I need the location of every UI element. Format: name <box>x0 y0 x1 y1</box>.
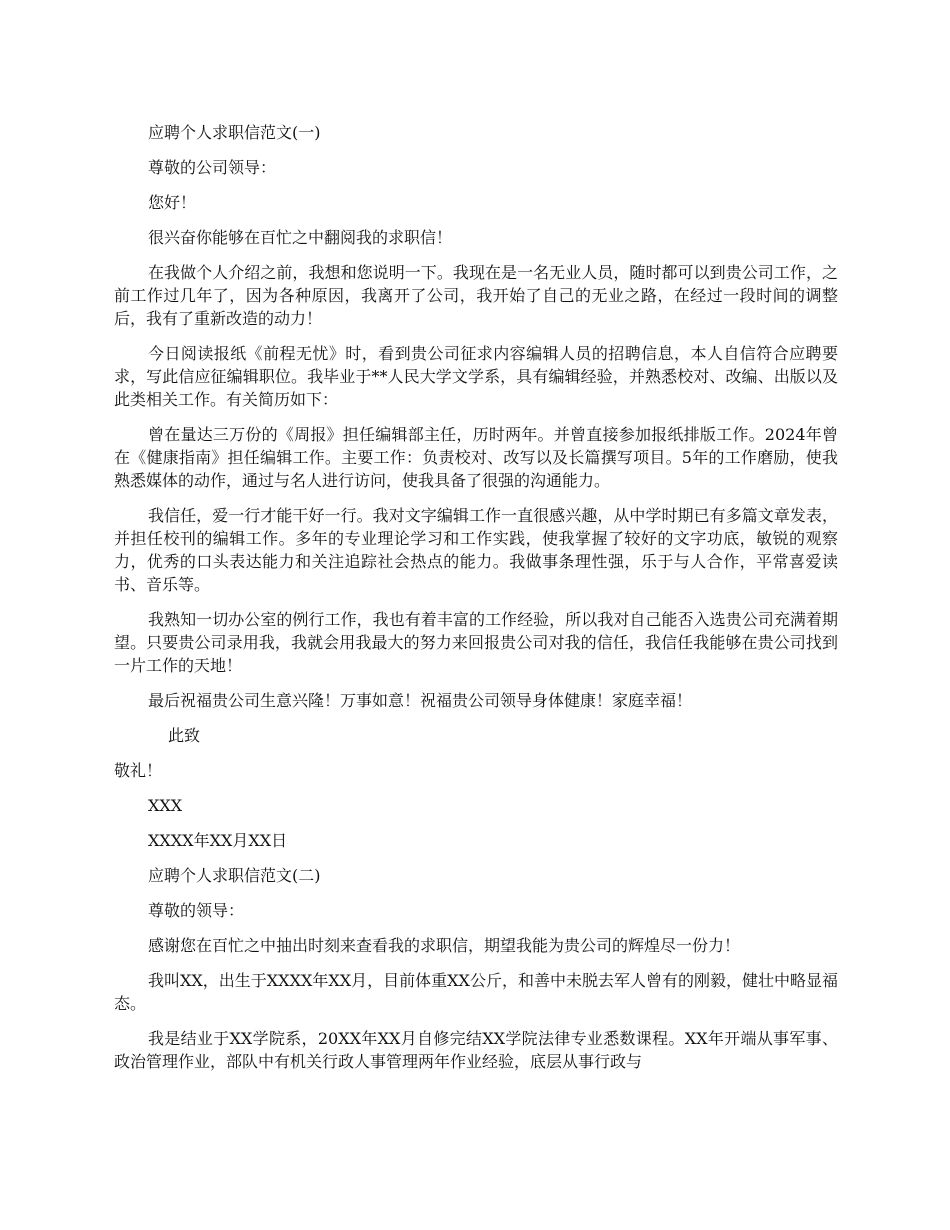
salutation-2: 尊敬的领导： <box>148 901 245 920</box>
salutation-1: 尊敬的公司领导： <box>148 158 277 177</box>
body-paragraph-expectation: 我熟知一切办公室的例行工作，我也有着丰富的工作经验，所以我对自己能否入选贵公司充满着期望。只要贵公司录用我，我就会用我最大的努力来回报贵公司对我的信任，我信任我能够在贵公司找到一片工作的天地！ <box>114 610 838 675</box>
body-paragraph-application: 今日阅读报纸《前程无忧》时，看到贵公司征求内容编辑人员的招聘信息，本人自信符合应聘要求，写此信应征编辑职位。我毕业于**人民大学文学系，具有编辑经验，并熟悉校对、改编、出版以及此类相关工作。有关简历如下： <box>114 344 838 409</box>
letter-title-1: 应聘个人求职信范文(一) <box>148 123 321 142</box>
body-paragraph-self-intro: 我叫XX，出生于XXXX年XX月，目前体重XX公斤，和善中未脱去军人曾有的刚毅，健壮中略显福态。 <box>114 971 838 1013</box>
body-paragraph-skills: 我信任，爱一行才能干好一行。我对文字编辑工作一直很感兴趣，从中学时期已有多篇文章发表，并担任校刊的编辑工作。多年的专业理论学习和工作实践，使我掌握了较好的文字功底，敏锐的观察力，优秀的口头表达能力和关注追踪社会热点的能力。我做事条理性强，乐于与人合作，平常喜爱读书、音乐等。 <box>114 506 838 594</box>
body-paragraph-education: 我是结业于XX学院系，20XX年XX月自修完结XX学院法律专业悉数课程。XX年开端从事军事、政治管理作业，部队中有机关行政人事管理两年作业经验，底层从事行政与 <box>114 1029 838 1071</box>
closing-jingli: 敬礼！ <box>114 761 163 780</box>
opening-line: 很兴奋你能够在百忙之中翻阅我的求职信！ <box>148 228 453 247</box>
thanks-line: 感谢您在百忙之中抽出时刻来查看我的求职信，期望我能为贵公司的辉煌尽一份力！ <box>148 936 741 955</box>
signature-date: XXXX年XX月XX日 <box>148 831 288 850</box>
body-paragraph-experience: 曾在量达三万份的《周报》担任编辑部主任，历时两年。并曾直接参加报纸排版工作。2024年曾在《健康指南》担任编辑工作。主要工作：负责校对、改写以及长篇撰写项目。5年的工作磨励，使我熟悉媒体的动作，通过与名人进行访问，使我具备了很强的沟通能力。 <box>114 425 838 490</box>
document-body <box>114 121 838 1085</box>
closing-cizhi: 此致 <box>168 726 201 745</box>
closing-wishes: 最后祝福贵公司生意兴隆！万事如意！祝福贵公司领导身体健康！家庭幸福！ <box>148 691 693 710</box>
greeting: 您好！ <box>148 193 197 212</box>
body-paragraph-intro: 在我做个人介绍之前，我想和您说明一下。我现在是一名无业人员，随时都可以到贵公司工作，之前工作过几年了，因为各种原因，我离开了公司，我开始了自己的无业之路，在经过一段时间的调整后，我有了重新改造的动力！ <box>114 263 838 328</box>
letter-title-2: 应聘个人求职信范文(二) <box>148 866 321 885</box>
signature-name: XXX <box>148 796 183 815</box>
